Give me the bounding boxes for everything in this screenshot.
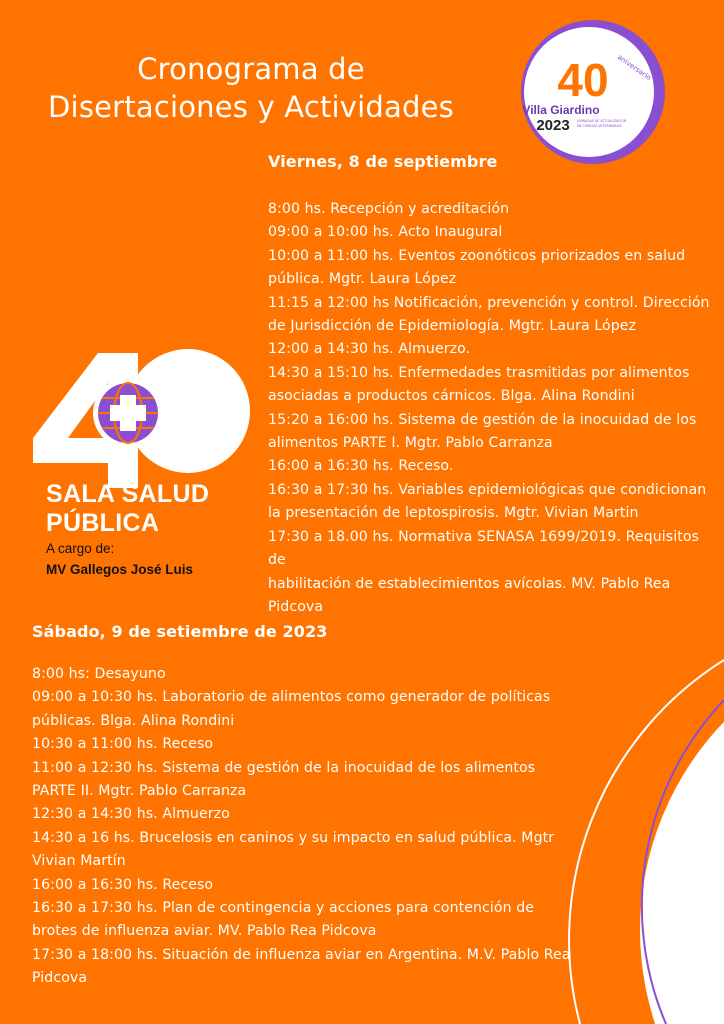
friday-heading: Viernes, 8 de septiembre xyxy=(268,152,498,171)
badge-subtitle-1: JORNADAS DE ACTUALIZACIÓN xyxy=(577,119,627,123)
cargo-label: A cargo de: xyxy=(46,541,115,556)
title-line-1: Cronograma de xyxy=(137,52,365,86)
sala-title xyxy=(46,480,209,538)
friday-schedule-line: 14:30 a 15:10 hs. Enfermedades trasmitidas por alimentos xyxy=(268,364,690,381)
badge-arc-text: aniversario xyxy=(615,53,653,83)
saturday-schedule-line: brotes de influenza aviar. MV. Pablo Rea Pidcova xyxy=(32,923,377,940)
friday-schedule-line: 8:00 hs. Recepción y acreditación xyxy=(268,201,510,217)
saturday-schedule-line: 16:00 a 16:30 hs. Receso xyxy=(32,876,214,893)
saturday-schedule-line: PARTE II. Mgtr. Pablo Carranza xyxy=(32,783,247,800)
friday-schedule-line: alimentos PARTE I. Mgtr. Pablo Carranza xyxy=(268,435,553,452)
saturday-schedule-line: 8:00 hs: Desayuno xyxy=(32,666,166,682)
page-title xyxy=(0,50,502,126)
saturday-schedule xyxy=(32,663,592,991)
title-line-2: Disertaciones y Actividades xyxy=(48,90,454,124)
friday-schedule-line: 12:00 a 14:30 hs. Almuerzo. xyxy=(268,341,471,358)
badge-year: 2023 xyxy=(536,117,570,134)
cargo-name: MV Gallegos José Luis xyxy=(46,562,194,577)
sala-salud-publica-logo xyxy=(28,343,258,493)
saturday-schedule-line: 10:30 a 11:00 hs. Receso xyxy=(32,736,214,753)
friday-schedule-line: 15:20 a 16:00 hs. Sistema de gestión de la inocuidad de los xyxy=(268,411,697,428)
badge-number: 40 xyxy=(557,54,609,106)
friday-schedule-line: 09:00 a 10:00 hs. Acto Inaugural xyxy=(268,224,503,241)
friday-schedule xyxy=(268,198,720,619)
friday-schedule-line: Pidcova xyxy=(268,598,324,615)
badge-place: Villa Giardino xyxy=(522,103,600,117)
friday-schedule-line: 16:30 a 17:30 hs. Variables epidemiológicas que condicionan xyxy=(268,481,707,498)
saturday-heading: Sábado, 9 de setiembre de 2023 xyxy=(32,622,328,641)
friday-schedule-line: asociadas a productos cárnicos. Blga. Alina Rondini xyxy=(268,388,635,405)
friday-schedule-line: de Jurisdicción de Epidemiología. Mgtr. Laura López xyxy=(268,318,637,335)
saturday-schedule-line: 16:30 a 17:30 hs. Plan de contingencia y acciones para contención de xyxy=(32,900,535,917)
friday-schedule-line: 11:15 a 12:00 hs Notificación, prevención y control. Dirección xyxy=(268,294,710,311)
friday-schedule-line: la presentación de leptospirosis. Mgtr. Vivian Martin xyxy=(268,505,639,522)
saturday-schedule-line: públicas. Blga. Alina Rondini xyxy=(32,712,235,729)
sala-title-line-1: SALA SALUD xyxy=(46,480,210,508)
anniversary-badge-logo xyxy=(519,18,667,166)
friday-schedule-line: pública. Mgtr. Laura López xyxy=(268,271,457,288)
saturday-schedule-line: 11:00 a 12:30 hs. Sistema de gestión de la inocuidad de los alimentos xyxy=(32,759,536,776)
cargo-block xyxy=(46,538,193,580)
friday-schedule-line: 16:00 a 16:30 hs. Receso. xyxy=(268,458,454,475)
friday-schedule-line: 10:00 a 11:00 hs. Eventos zoonóticos priorizados en salud xyxy=(268,247,686,264)
badge-subtitle-2: EN CIENCIAS VETERINARIAS xyxy=(577,124,622,128)
saturday-schedule-line: 17:30 a 18:00 hs. Situación de influenza aviar en Argentina. M.V. Pablo Rea xyxy=(32,946,571,963)
sala-title-line-2: PÚBLICA xyxy=(46,509,160,537)
saturday-schedule-line: Vivian Martín xyxy=(32,853,126,870)
saturday-schedule-line: 12:30 a 14:30 hs. Almuerzo xyxy=(32,806,230,823)
friday-schedule-line: habilitación de establecimientos avícolas. MV. Pablo Rea xyxy=(268,575,671,592)
saturday-schedule-line: 14:30 a 16 hs. Brucelosis en caninos y su impacto en salud pública. Mgtr xyxy=(32,829,555,846)
friday-schedule-line: 17:30 a 18.00 hs. Normativa SENASA 1699/2019. Requisitos de xyxy=(268,528,700,569)
saturday-schedule-line: Pidcova xyxy=(32,970,88,987)
saturday-schedule-line: 09:00 a 10:30 hs. Laboratorio de alimentos como generador de políticas xyxy=(32,689,551,706)
